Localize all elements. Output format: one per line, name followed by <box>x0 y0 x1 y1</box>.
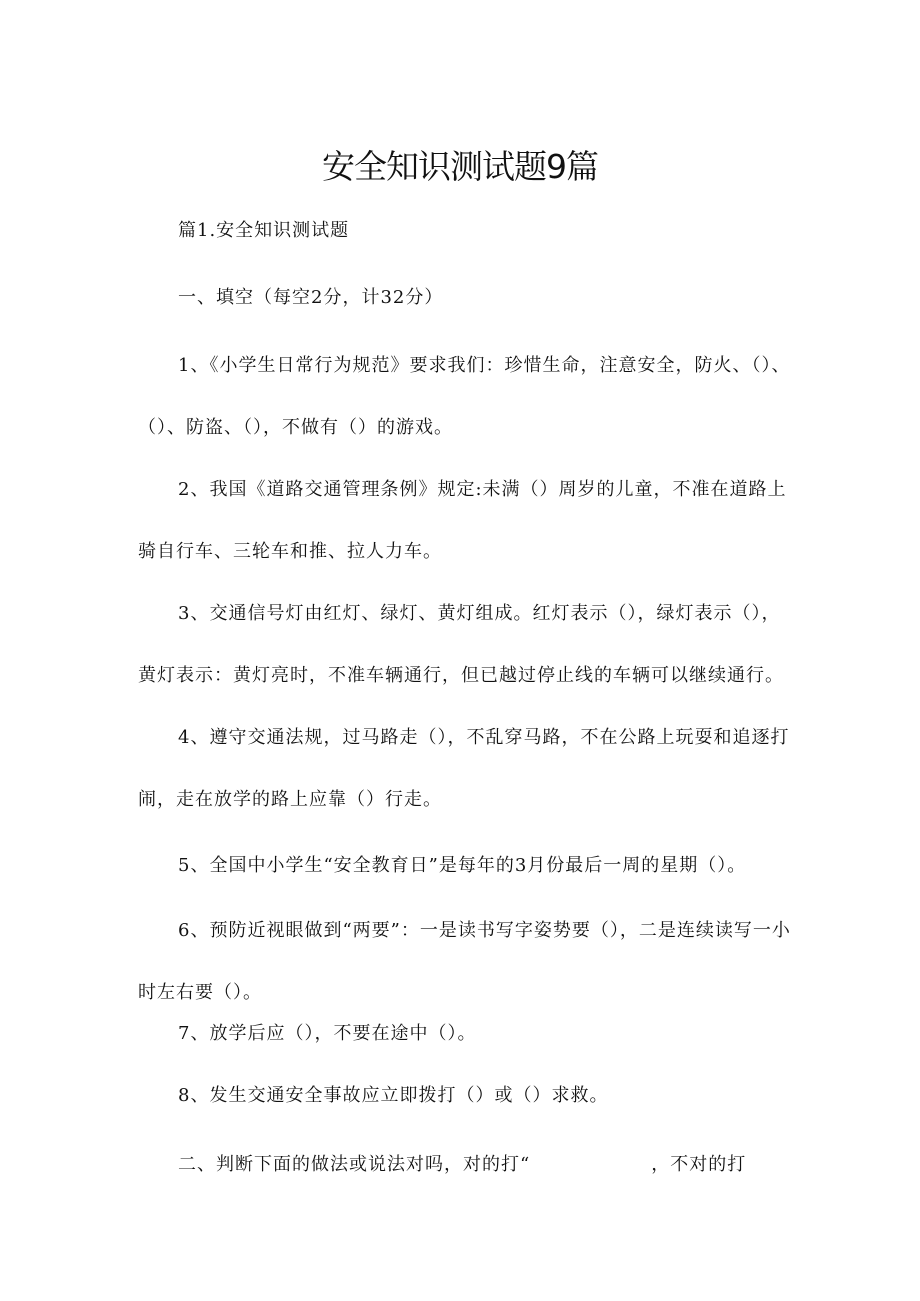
question-5: 5、全国中小学生“安全教育日”是每年的3月份最后一周的星期（）。 <box>178 855 747 876</box>
section-heading-fill-in: 一、填空（每空2分，计32分） <box>178 287 444 308</box>
question-7: 7、放学后应（），不要在途中（）。 <box>178 1023 477 1044</box>
question-8: 8、发生交通安全事故应立即拨打（）或（）求救。 <box>178 1085 609 1106</box>
question-6: 6、预防近视眼做到“两要”：一是读书写字姿势要（），二是连续读写一小时左右要（）。 <box>138 920 791 1003</box>
question-4: 4、遵守交通法规，过马路走（），不乱穿马路，不在公路上玩耍和追逐打闹，走在放学的路上应靠（）行走。 <box>138 727 790 810</box>
question-3: 3、交通信号灯由红灯、绿灯、黄灯组成。红灯表示（），绿灯表示（），黄灯表示：黄灯亮时，不准车辆通行，但已越过停止线的车辆可以继续通行。 <box>138 603 784 686</box>
document-title: 安全知识测试题9篇 <box>322 147 598 186</box>
question-2: 2、我国《道路交通管理条例》规定:未满（）周岁的儿童，不准在道路上骑自行车、三轮车和推、拉人力车。 <box>138 479 787 562</box>
section-heading-true-false: 二、判断下面的做法或说法对吗，对的打“ ，不对的打 <box>178 1154 747 1175</box>
part-heading: 篇1.安全知识测试题 <box>178 220 350 241</box>
question-1: 1、《小学生日常行为规范》要求我们：珍惜生命，注意安全，防火、（）、（）、防盗、（），不做有（）的游戏。 <box>138 355 791 438</box>
